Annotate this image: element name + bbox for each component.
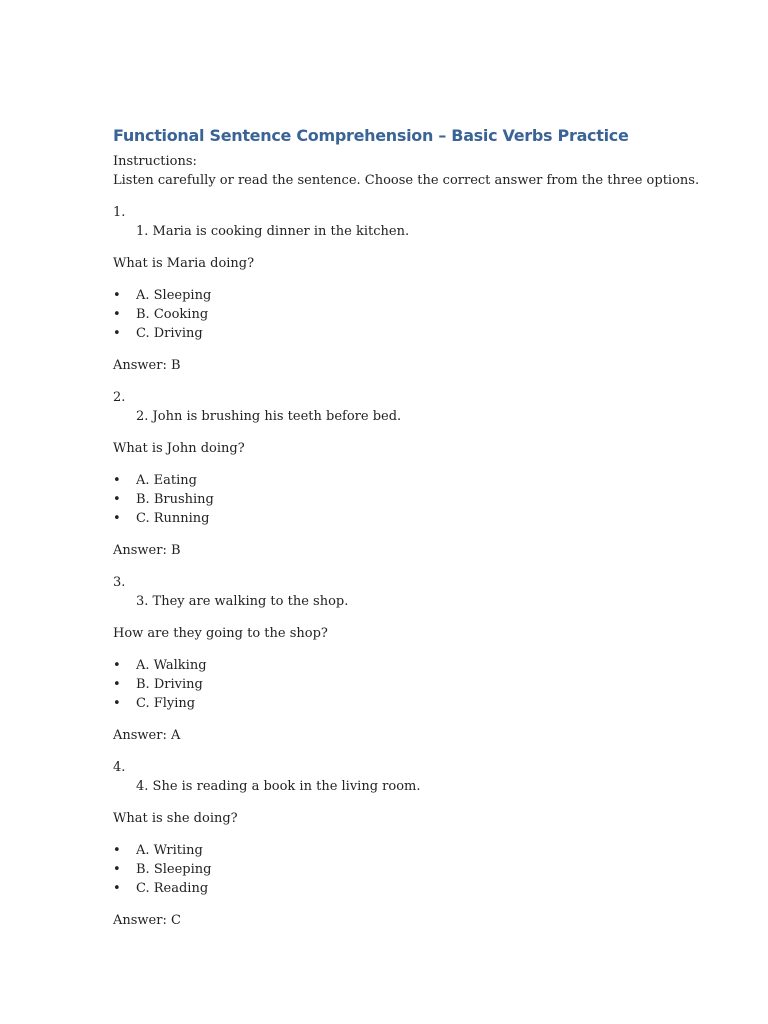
bullet-icon: •	[113, 326, 121, 341]
bullet-icon: •	[113, 288, 121, 303]
question-4	[113, 758, 713, 930]
question-sentence: 4. She is reading a book in the living room.	[136, 779, 421, 794]
bullet-icon: •	[113, 862, 121, 877]
option-item	[113, 324, 713, 343]
question-sentence: 2. John is brushing his teeth before bed.	[136, 409, 402, 424]
option-item	[113, 305, 713, 324]
question-prompt: What is she doing?	[113, 811, 238, 826]
option-item	[113, 490, 713, 509]
bullet-icon: •	[113, 307, 121, 322]
question-3	[113, 573, 713, 745]
option-label: B. Sleeping	[136, 862, 212, 877]
document-page	[113, 125, 713, 930]
option-label: C. Flying	[136, 696, 196, 711]
option-item	[113, 879, 713, 898]
question-number: 1.	[113, 205, 126, 220]
option-label: C. Running	[136, 511, 210, 526]
option-label: A. Sleeping	[136, 288, 212, 303]
option-item	[113, 471, 713, 490]
document-title: Functional Sentence Comprehension – Basic Verbs Practice	[113, 126, 629, 145]
question-number: 3.	[113, 575, 126, 590]
option-label: C. Reading	[136, 881, 209, 896]
option-label: A. Eating	[136, 473, 197, 488]
instructions-text: Listen carefully or read the sentence. Choose the correct answer from the three options.	[113, 173, 700, 188]
answer-text: Answer: C	[113, 913, 181, 928]
option-label: B. Cooking	[136, 307, 209, 322]
instructions-label: Instructions:	[113, 154, 197, 169]
question-prompt: What is Maria doing?	[113, 256, 255, 271]
question-prompt: What is John doing?	[113, 441, 245, 456]
option-label: B. Brushing	[136, 492, 214, 507]
option-list	[113, 471, 713, 528]
bullet-icon: •	[113, 473, 121, 488]
bullet-icon: •	[113, 881, 121, 896]
bullet-icon: •	[113, 492, 121, 507]
bullet-icon: •	[113, 658, 121, 673]
bullet-icon: •	[113, 511, 121, 526]
option-label: C. Driving	[136, 326, 203, 341]
question-sentence: 1. Maria is cooking dinner in the kitchen.	[136, 224, 410, 239]
answer-text: Answer: A	[113, 728, 181, 743]
answer-text: Answer: B	[113, 543, 181, 558]
option-label: A. Walking	[136, 658, 207, 673]
question-number: 2.	[113, 390, 126, 405]
question-list	[113, 203, 713, 930]
bullet-icon: •	[113, 696, 121, 711]
option-item	[113, 860, 713, 879]
question-prompt: How are they going to the shop?	[113, 626, 328, 641]
question-2	[113, 388, 713, 560]
option-item	[113, 509, 713, 528]
bullet-icon: •	[113, 677, 121, 692]
option-item	[113, 286, 713, 305]
question-sentence: 3. They are walking to the shop.	[136, 594, 349, 609]
question-number: 4.	[113, 760, 126, 775]
option-label: A. Writing	[136, 843, 203, 858]
option-list	[113, 656, 713, 713]
answer-text: Answer: B	[113, 358, 181, 373]
option-item	[113, 694, 713, 713]
option-label: B. Driving	[136, 677, 203, 692]
bullet-icon: •	[113, 843, 121, 858]
option-list	[113, 841, 713, 898]
option-list	[113, 286, 713, 343]
question-1	[113, 203, 713, 375]
option-item	[113, 841, 713, 860]
option-item	[113, 675, 713, 694]
option-item	[113, 656, 713, 675]
